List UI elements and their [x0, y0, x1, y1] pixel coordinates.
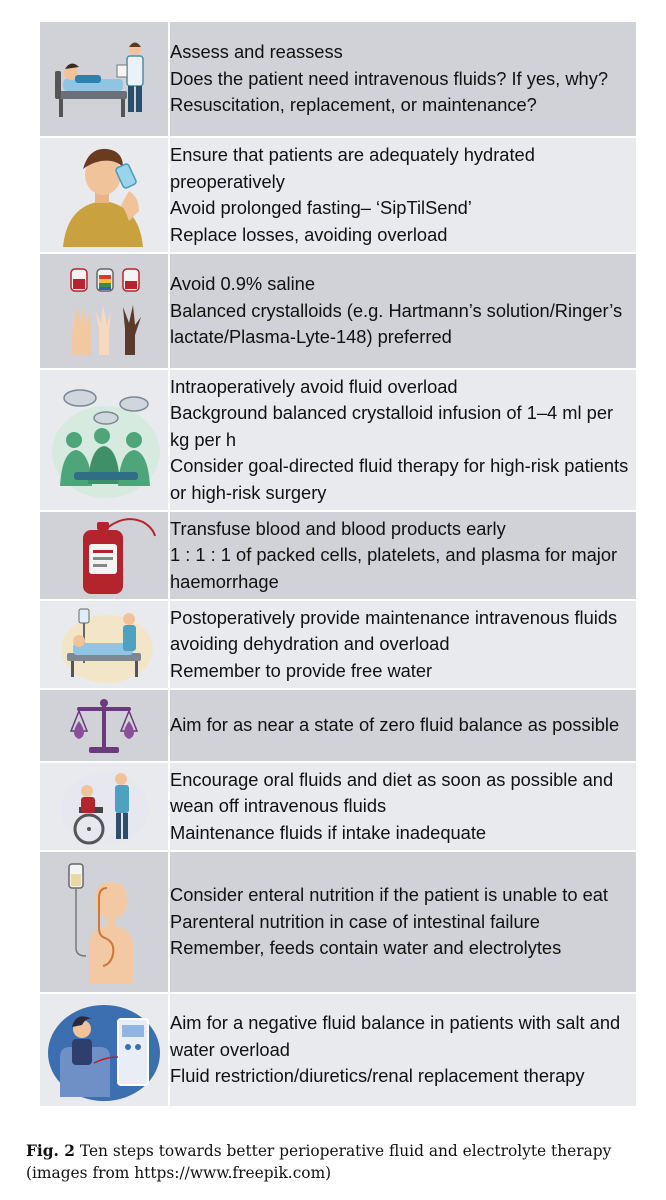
step-4-text	[169, 369, 637, 511]
step-7-image-cell	[39, 689, 169, 762]
surgical-team-operating-icon	[44, 376, 164, 504]
step-3-text	[169, 253, 637, 369]
step-text-line: Does the patient need intravenous fluids? If yes, why?	[170, 67, 609, 89]
dialysis-patient-icon	[46, 997, 162, 1103]
step-5-text	[169, 511, 637, 600]
step-text-line: Avoid prolonged fasting– ‘SipTilSend’	[170, 197, 472, 218]
step-9-image-cell	[39, 851, 169, 993]
step-text-line: Balanced crystalloids (e.g. Hartmann’s solution/Ringer’s lactate/Plasma-Lyte-148) preferred	[170, 299, 623, 348]
enteral-feeding-tube-icon	[49, 858, 159, 986]
patient-in-bed-with-doctor-icon	[49, 31, 159, 127]
figure-caption-label: Fig. 2	[26, 1142, 75, 1160]
step-text-line: Transfuse blood and blood products early	[170, 517, 506, 539]
table-row	[39, 369, 637, 511]
person-drinking-water-icon	[49, 143, 159, 247]
step-text-line: Aim for a negative fluid balance in patients with salt and water overload	[170, 1012, 621, 1060]
step-8-image-cell	[39, 762, 169, 851]
steps-table	[38, 20, 638, 1108]
step-2-image-cell	[39, 137, 169, 253]
step-2-text	[169, 137, 637, 253]
step-6-image-cell	[39, 600, 169, 689]
figure-caption-text: Ten steps towards better perioperative fluid and electrolyte therapy (images from https://www.freepik.com)	[26, 1142, 612, 1182]
table-row	[39, 137, 637, 253]
step-7-text	[169, 689, 637, 762]
table-row	[39, 689, 637, 762]
step-3-image-cell	[39, 253, 169, 369]
step-10-image-cell	[39, 993, 169, 1107]
table-row	[39, 21, 637, 137]
step-text-line: Intraoperatively avoid fluid overload	[170, 375, 458, 397]
table-row	[39, 851, 637, 993]
step-text-line: Resuscitation, replacement, or maintenance?	[170, 94, 537, 116]
step-8-text	[169, 762, 637, 851]
step-text-line: Ensure that patients are adequately hydrated preoperatively	[170, 144, 535, 192]
step-text-line: Encourage oral fluids and diet as soon as possible and wean off intravenous fluids	[170, 768, 614, 817]
step-9-text	[169, 851, 637, 993]
step-text-line: Background balanced crystalloid infusion of 1–4 ml per kg per h	[170, 402, 614, 450]
step-text-line: Parenteral nutrition in case of intestinal failure	[170, 910, 540, 932]
step-text-line: Postoperatively provide maintenance intravenous fluids avoiding dehydration and overload	[170, 606, 618, 655]
step-text-line: Consider goal-directed fluid therapy for high-risk patients or high-risk surgery	[170, 455, 629, 503]
step-text-line: 1 : 1 : 1 of packed cells, platelets, and plasma for major haemorrhage	[170, 544, 618, 592]
step-text-line: Consider enteral nutrition if the patient is unable to eat	[170, 884, 609, 906]
step-text-line: Remember, feeds contain water and electrolytes	[170, 937, 562, 959]
step-4-image-cell	[39, 369, 169, 511]
step-text-line: Aim for as near a state of zero fluid balance as possible	[170, 714, 620, 736]
figure-caption	[26, 1140, 646, 1184]
postoperative-patient-with-drip-icon	[49, 603, 159, 687]
step-text-line: Fluid restriction/diuretics/renal replacement therapy	[170, 1065, 585, 1087]
table-row	[39, 762, 637, 851]
step-text-line: Assess and reassess	[170, 41, 343, 63]
table-row	[39, 511, 637, 600]
table-row	[39, 600, 637, 689]
step-5-image-cell	[39, 511, 169, 600]
table-row	[39, 993, 637, 1107]
step-text-line: Replace losses, avoiding overload	[170, 223, 448, 245]
step-10-text	[169, 993, 637, 1107]
step-text-line: Remember to provide free water	[170, 659, 433, 681]
balance-scale-icon	[59, 695, 149, 757]
wheelchair-patient-with-carer-icon	[49, 765, 159, 849]
figure	[38, 20, 638, 1108]
blood-bag-icon	[49, 514, 159, 598]
step-1-text	[169, 21, 637, 137]
step-text-line: Maintenance fluids if intake inadequate	[170, 821, 487, 843]
step-6-text	[169, 600, 637, 689]
step-1-image-cell	[39, 21, 169, 137]
table-row	[39, 253, 637, 369]
iv-fluid-bags-and-hands-icon	[49, 263, 159, 359]
step-text-line: Avoid 0.9% saline	[170, 273, 315, 295]
